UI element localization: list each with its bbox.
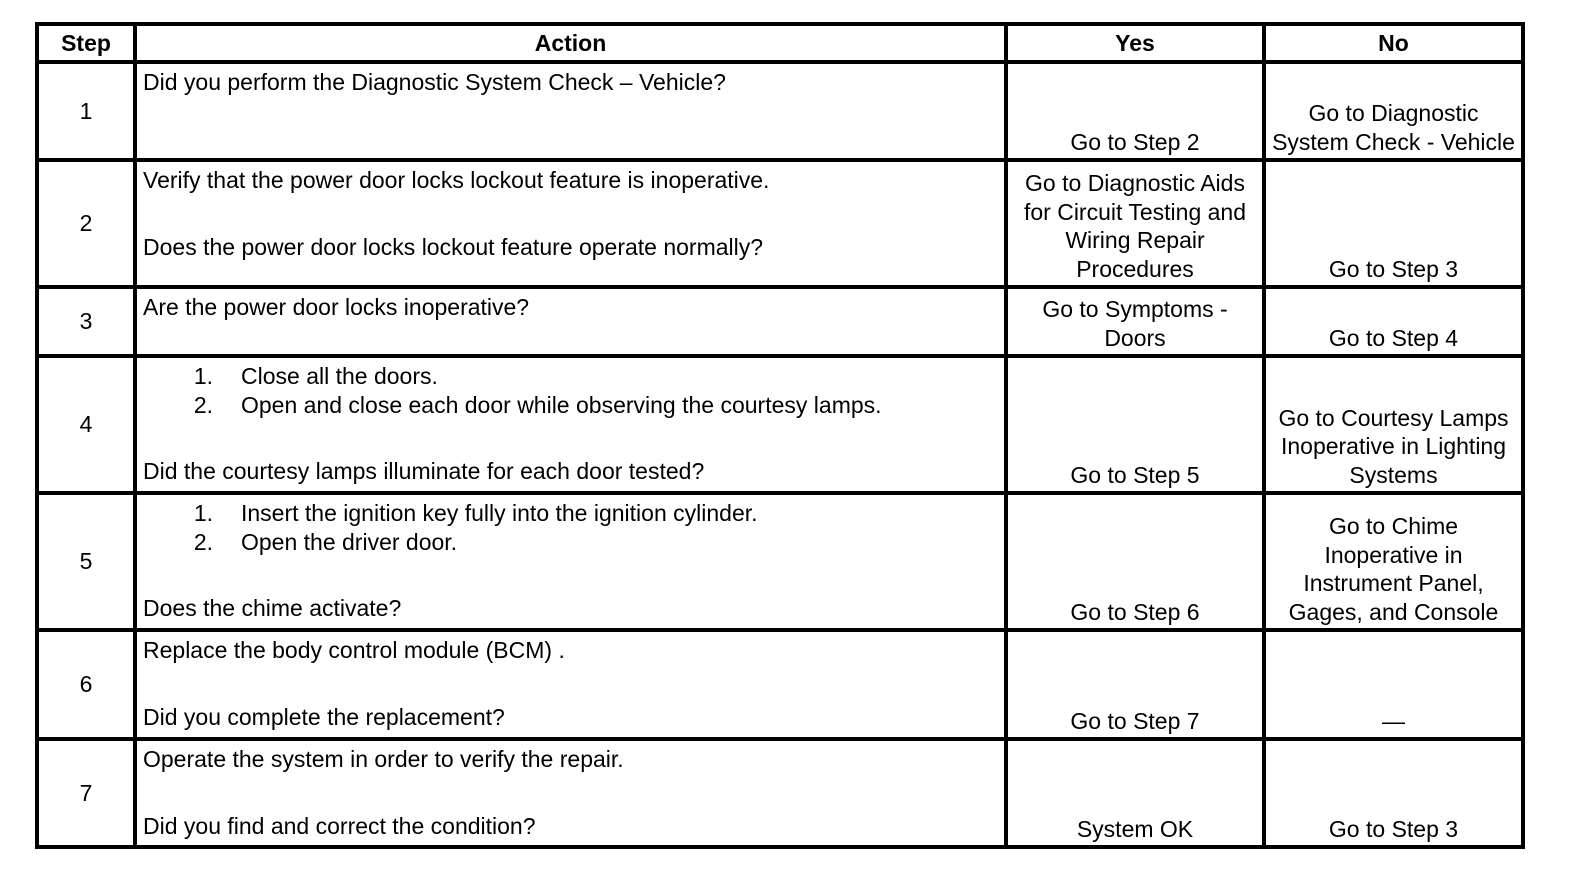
header-yes: Yes <box>1006 24 1264 62</box>
yes-cell <box>1006 739 1264 847</box>
no-dash: — <box>1382 707 1405 734</box>
yes-link[interactable]: Go to Step 7 <box>1070 707 1200 734</box>
action-cell <box>135 356 1006 493</box>
header-step: Step <box>37 24 135 62</box>
action-cell <box>135 739 1006 847</box>
substep-text: Close all the doors. <box>241 363 438 389</box>
yes-link[interactable]: Go to Diagnostic Aids for Circuit Testing and Wiring Repair Procedures <box>1023 170 1246 282</box>
action-text: Verify that the power door locks lockout feature is inoperative. <box>143 167 770 193</box>
action-cell <box>135 493 1006 630</box>
substep-number: 1. <box>193 500 213 526</box>
substep-list <box>143 362 998 419</box>
substep-list <box>143 499 998 556</box>
action-question: Does the power door locks lockout feature operate normally? <box>143 233 764 260</box>
yes-cell <box>1006 630 1264 739</box>
header-row <box>37 24 1523 62</box>
table-row <box>37 287 1523 356</box>
step-number: 6 <box>37 630 135 739</box>
substep-item <box>143 391 998 420</box>
step-number: 4 <box>37 356 135 493</box>
action-question: Did the courtesy lamps illuminate for each door tested? <box>143 458 705 484</box>
substep-item <box>143 362 998 391</box>
step-number: 3 <box>37 287 135 356</box>
yes-cell <box>1006 62 1264 160</box>
yes-link[interactable]: Go to Step 5 <box>1070 461 1200 488</box>
substep-item <box>143 499 998 528</box>
action-cell <box>135 62 1006 160</box>
substep-number: 1. <box>193 363 213 389</box>
yes-cell <box>1006 493 1264 630</box>
action-text: Are the power door locks inoperative? <box>143 294 530 320</box>
no-cell <box>1264 493 1523 630</box>
substep-item <box>143 528 998 557</box>
step-number: 5 <box>37 493 135 630</box>
action-question: Does the chime activate? <box>143 595 402 621</box>
no-link[interactable]: Go to Step 3 <box>1328 815 1459 842</box>
action-text: Did you perform the Diagnostic System Check – Vehicle? <box>143 69 726 95</box>
substep-number: 2. <box>193 528 213 555</box>
yes-link[interactable]: Go to Step 6 <box>1070 598 1200 625</box>
yes-link[interactable]: System OK <box>1076 815 1194 842</box>
header-no: No <box>1264 24 1523 62</box>
header-action: Action <box>135 24 1006 62</box>
yes-cell <box>1006 356 1264 493</box>
action-cell <box>135 630 1006 739</box>
no-cell <box>1264 739 1523 847</box>
substep-text: Insert the ignition key fully into the ignition cylinder. <box>241 500 758 526</box>
table-row <box>37 160 1523 287</box>
yes-link[interactable]: Go to Symptoms - Doors <box>1042 296 1228 351</box>
table-row <box>37 630 1523 739</box>
step-number: 7 <box>37 739 135 847</box>
no-cell <box>1264 62 1523 160</box>
yes-cell <box>1006 287 1264 356</box>
table-row <box>37 356 1523 493</box>
action-question: Did you find and correct the condition? <box>143 812 536 839</box>
diagnostic-table <box>35 22 1525 849</box>
no-cell <box>1264 356 1523 493</box>
action-cell <box>135 287 1006 356</box>
step-number: 2 <box>37 160 135 287</box>
yes-link[interactable]: Go to Step 2 <box>1070 128 1200 155</box>
action-text: Replace the body control module (BCM) . <box>143 637 565 663</box>
yes-cell <box>1006 160 1264 287</box>
table-row <box>37 739 1523 847</box>
no-link[interactable]: Go to Diagnostic System Check - Vehicle <box>1272 100 1515 155</box>
table-row <box>37 62 1523 160</box>
no-cell <box>1264 630 1523 739</box>
table-row <box>37 493 1523 630</box>
action-cell <box>135 160 1006 287</box>
no-cell <box>1264 160 1523 287</box>
no-link[interactable]: Go to Step 3 <box>1328 255 1459 282</box>
no-cell <box>1264 287 1523 356</box>
no-link[interactable]: Go to Courtesy Lamps Inoperative in Lighting Systems <box>1278 404 1509 488</box>
no-link[interactable]: Go to Step 4 <box>1328 324 1459 351</box>
step-number: 1 <box>37 62 135 160</box>
no-link[interactable]: Go to Chime Inoperative in Instrument Panel, Gages, and Console <box>1288 513 1499 625</box>
substep-number: 2. <box>193 391 213 418</box>
action-question: Did you complete the replacement? <box>143 703 505 730</box>
substep-text: Open and close each door while observing the courtesy lamps. <box>241 391 882 418</box>
action-text: Operate the system in order to verify the repair. <box>143 746 624 772</box>
substep-text: Open the driver door. <box>241 528 458 555</box>
